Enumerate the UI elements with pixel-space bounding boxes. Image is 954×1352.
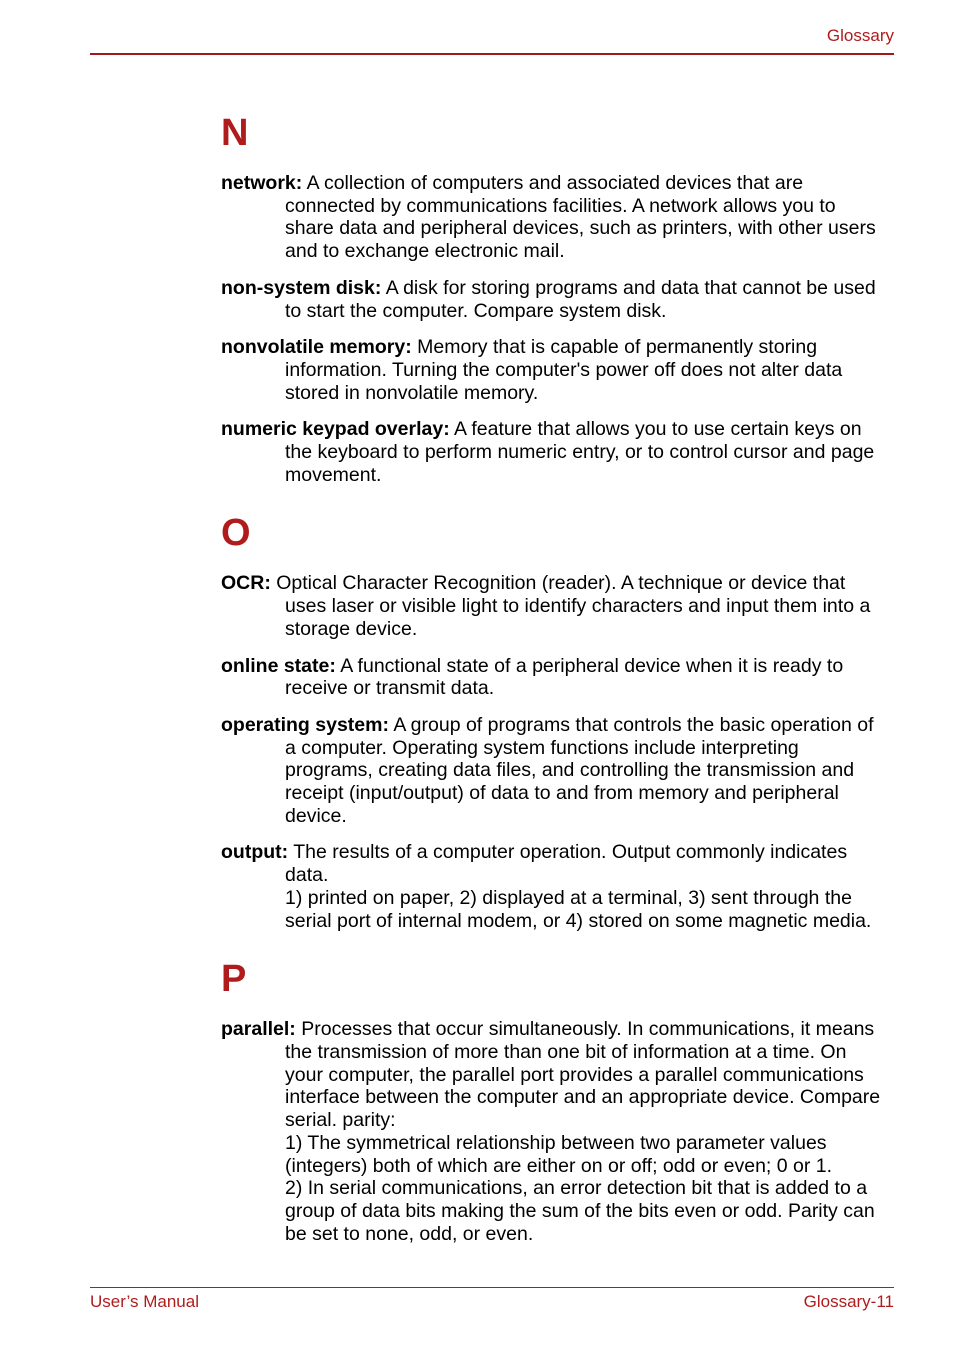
glossary-entry	[221, 172, 889, 263]
entry-term: parallel:	[221, 1018, 296, 1041]
glossary-entry	[221, 714, 889, 828]
glossary-entry	[221, 418, 889, 486]
entry-definition: A group of programs that controls the basic operation of a computer. Operating system functions include interpreting programs, creating data files, and controlling the transmission and receipt (input/output) of data to and from memory and peripheral device.	[285, 713, 874, 827]
entry-term: online state:	[221, 654, 336, 677]
entry-definition: A feature that allows you to use certain keys on the keyboard to perform numeric entry, or to control cursor and page movement.	[285, 418, 875, 486]
glossary-entry	[221, 277, 889, 322]
glossary-entry	[221, 1018, 889, 1245]
footer-rule	[90, 1287, 894, 1288]
glossary-entry	[221, 655, 889, 700]
entry-term: OCR:	[221, 572, 271, 595]
entry-definition-line: 2) In serial communications, an error detection bit that is added to a group of data bits making the sum of the bits even or odd. Parity can be set to none, odd, or even.	[285, 1177, 875, 1245]
glossary-entry	[221, 841, 889, 932]
entry-definition: A disk for storing programs and data that cannot be used to start the computer. Compare system disk.	[285, 276, 876, 322]
entry-definition: Optical Character Recognition (reader). A technique or device that uses laser or visible light to identify characters and input them into a storage device.	[276, 572, 871, 640]
footer-page-number: Glossary-11	[803, 1292, 894, 1311]
section-letter: P	[221, 958, 247, 1001]
entry-term: numeric keypad overlay:	[221, 418, 450, 441]
entry-term: operating system:	[221, 713, 389, 736]
entry-term: non-system disk:	[221, 276, 382, 299]
header-rule	[90, 53, 894, 55]
entry-definition: A collection of computers and associated devices that are connected by communications facilities. A network allows you to share data and peripheral devices, such as printers, with other users and to exchange electronic mail.	[285, 172, 876, 263]
entry-definition: Processes that occur simultaneously. In communications, it means the transmission of more than one bit of information at a time. On your computer, the parallel port provides a parallel communications interface between the computer and an appropriate device. Compare serial. parity:	[285, 1018, 881, 1132]
entry-term: output:	[221, 841, 289, 864]
glossary-content	[221, 108, 889, 1256]
entry-definition: The results of a computer operation. Output commonly indicates data.	[285, 841, 848, 887]
section-letter: N	[221, 112, 249, 154]
entry-definition: Memory that is capable of permanently storing information. Turning the computer's power off does not alter data stored in nonvolatile memory.	[285, 336, 843, 404]
entry-term: network:	[221, 172, 303, 194]
entry-term: nonvolatile memory:	[221, 336, 412, 359]
entry-definition-line: 1) The symmetrical relationship between two parameter values (integers) both of which are either on or off; odd or even; 0 or 1.	[285, 1131, 833, 1177]
footer-manual-title: User’s Manual	[90, 1292, 199, 1311]
glossary-section	[221, 108, 889, 486]
glossary-entry	[221, 336, 889, 404]
section-letter: O	[221, 512, 251, 555]
entry-definition: A functional state of a peripheral device when it is ready to receive or transmit data.	[285, 654, 844, 700]
entry-definition-line: 1) printed on paper, 2) displayed at a terminal, 3) sent through the serial port of internal modem, or 4) stored on some magnetic media.	[285, 886, 872, 932]
running-header-title: Glossary	[826, 26, 894, 45]
glossary-section	[221, 508, 889, 932]
glossary-entry	[221, 572, 889, 640]
glossary-section	[221, 954, 889, 1245]
